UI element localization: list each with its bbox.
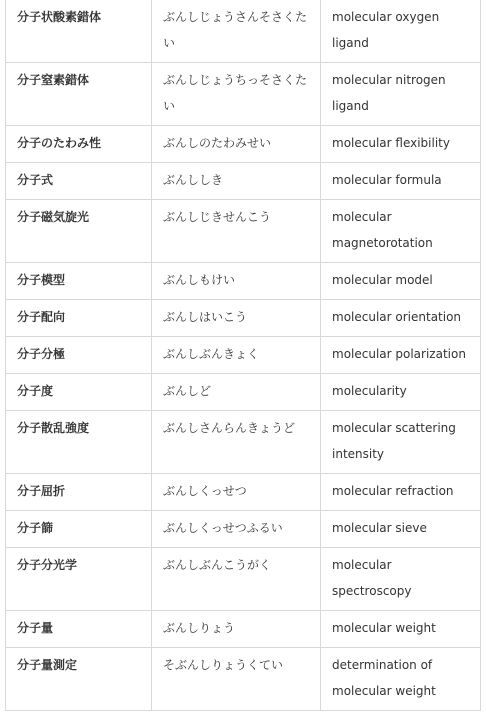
english-cell: molecular weight: [321, 611, 481, 648]
reading-cell: ぶんしぶんきょく: [152, 337, 321, 374]
term-cell: 分子窒素錯体: [6, 63, 152, 126]
reading-cell: ぶんししき: [152, 163, 321, 200]
english-cell: molecular magnetorotation: [321, 200, 481, 263]
term-cell: 分子量測定: [6, 648, 152, 711]
english-cell: molecular sieve: [321, 511, 481, 548]
reading-cell: ぶんしじょうちっそさくたい: [152, 63, 321, 126]
term-cell: 分子篩: [6, 511, 152, 548]
reading-cell: ぶんしくっせつふるい: [152, 511, 321, 548]
reading-cell: ぶんしりょう: [152, 611, 321, 648]
english-cell: molecularity: [321, 374, 481, 411]
table-row: [6, 63, 481, 126]
term-cell: 分子配向: [6, 300, 152, 337]
english-cell: molecular formula: [321, 163, 481, 200]
table-row: [6, 0, 481, 63]
table-row: [6, 200, 481, 263]
english-cell: molecular nitrogen ligand: [321, 63, 481, 126]
term-cell: 分子屈折: [6, 474, 152, 511]
english-cell: molecular refraction: [321, 474, 481, 511]
english-cell: molecular model: [321, 263, 481, 300]
glossary-table: [5, 0, 481, 711]
term-cell: 分子分光学: [6, 548, 152, 611]
reading-cell: そぶんしりょうくてい: [152, 648, 321, 711]
table-row: [6, 374, 481, 411]
term-cell: 分子量: [6, 611, 152, 648]
reading-cell: ぶんしど: [152, 374, 321, 411]
reading-cell: ぶんしもけい: [152, 263, 321, 300]
english-cell: molecular orientation: [321, 300, 481, 337]
table-row: [6, 474, 481, 511]
glossary-table-body: [6, 0, 481, 711]
table-row: [6, 163, 481, 200]
english-cell: molecular scattering intensity: [321, 411, 481, 474]
term-cell: 分子分極: [6, 337, 152, 374]
reading-cell: ぶんしぶんこうがく: [152, 548, 321, 611]
term-cell: 分子のたわみ性: [6, 126, 152, 163]
reading-cell: ぶんしはいこう: [152, 300, 321, 337]
term-cell: 分子散乱強度: [6, 411, 152, 474]
table-row: [6, 648, 481, 711]
reading-cell: ぶんしのたわみせい: [152, 126, 321, 163]
table-row: [6, 263, 481, 300]
table-row: [6, 126, 481, 163]
term-cell: 分子度: [6, 374, 152, 411]
english-cell: molecular flexibility: [321, 126, 481, 163]
english-cell: molecular oxygen ligand: [321, 0, 481, 63]
reading-cell: ぶんしじきせんこう: [152, 200, 321, 263]
term-cell: 分子式: [6, 163, 152, 200]
table-row: [6, 337, 481, 374]
english-cell: determination of molecular weight: [321, 648, 481, 711]
english-cell: molecular spectroscopy: [321, 548, 481, 611]
table-row: [6, 548, 481, 611]
term-cell: 分子模型: [6, 263, 152, 300]
term-cell: 分子磁気旋光: [6, 200, 152, 263]
table-row: [6, 411, 481, 474]
table-row: [6, 511, 481, 548]
reading-cell: ぶんしさんらんきょうど: [152, 411, 321, 474]
english-cell: molecular polarization: [321, 337, 481, 374]
table-row: [6, 611, 481, 648]
table-row: [6, 300, 481, 337]
term-cell: 分子状酸素錯体: [6, 0, 152, 63]
reading-cell: ぶんしくっせつ: [152, 474, 321, 511]
reading-cell: ぶんしじょうさんそさくたい: [152, 0, 321, 63]
